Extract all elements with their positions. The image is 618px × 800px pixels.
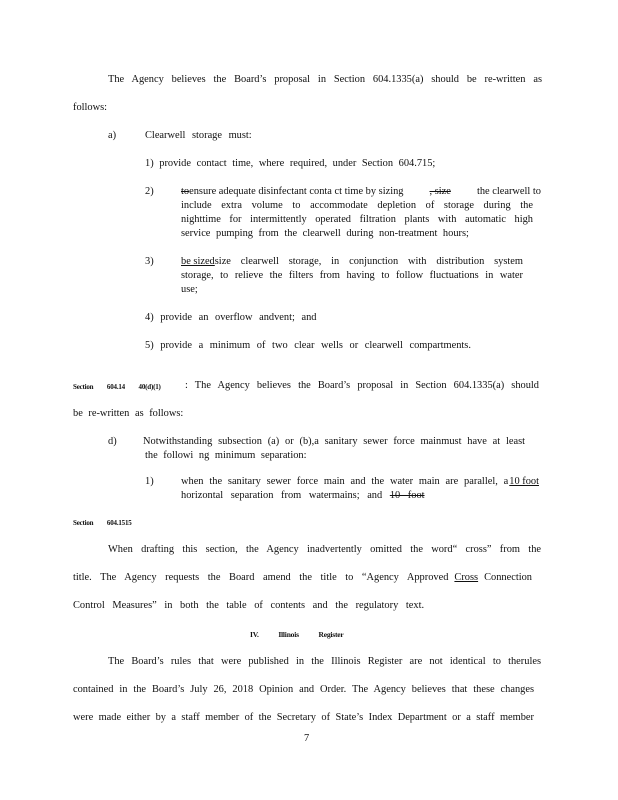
section-heading: Section 604.1515 xyxy=(73,519,132,527)
list-marker: 2) xyxy=(145,186,154,197)
text-run: horizontal separation from watermains; and xyxy=(181,490,383,501)
list-item: 4) provide an overflow andvent; and xyxy=(145,312,317,323)
paragraph-line xyxy=(73,572,532,584)
list-item-text: Clearwell storage must: xyxy=(145,130,252,141)
text-run: size clearwell storage, in conjunction with distribution system xyxy=(214,256,523,267)
list-item-line xyxy=(181,476,543,488)
list-item-line: include extra volume to accommodate depletion of storage during the xyxy=(181,200,533,211)
list-item: 5) provide a minimum of two clear wells or clearwell compartments. xyxy=(145,340,471,351)
list-item-line: storage, to relieve the filters from having to follow fluctuations in water xyxy=(181,270,523,281)
paragraph-line: The Agency believes the Board’s proposal in Section 604.1335(a) should be re-written as xyxy=(108,74,542,85)
page-number: 7 xyxy=(304,733,310,744)
paragraph-line: When drafting this section, the Agency inadvertently omitted the word“ cross” from the xyxy=(108,544,541,555)
underlined-text: Cross xyxy=(454,572,479,583)
list-item-line xyxy=(181,256,523,268)
list-item-line: nighttime for intermittently operated filtration plants with automatic high xyxy=(181,214,533,225)
paragraph-line: The Board’s rules that were published in the Illinois Register are not identical to therules xyxy=(108,656,541,667)
paragraph-line: : The Agency believes the Board’s proposal in Section 604.1335(a) should xyxy=(185,380,539,391)
struck-text: 10 foot xyxy=(389,490,425,501)
list-marker: 3) xyxy=(145,256,154,267)
list-marker: a) xyxy=(108,130,117,141)
list-item-line: the followi ng minimum separation: xyxy=(145,450,307,461)
text-run: title. The Agency requests the Board amend the title to “Agency Approved xyxy=(73,572,449,583)
text-run: ensure adequate disinfectant conta ct time by sizing xyxy=(189,186,404,197)
list-item-line: use; xyxy=(181,284,198,295)
list-item-line xyxy=(181,490,425,502)
paragraph-line: were made either by a staff member of the Secretary of State’s Index Department or a staff member xyxy=(73,712,534,723)
list-marker: 1) xyxy=(145,476,154,487)
text-run: when the sanitary sewer force main and the water main are parallel, a xyxy=(181,476,509,487)
text-run: Connection xyxy=(484,572,532,583)
struck-text: to xyxy=(181,186,190,197)
list-item-line xyxy=(181,186,541,198)
section-heading: IV. Illinois Register xyxy=(250,630,344,639)
text-run: the clearwell to xyxy=(476,186,541,197)
paragraph-line: contained in the Board’s July 26, 2018 Opinion and Order. The Agency believes that these changes xyxy=(73,684,534,695)
section-heading: Section 604.14 40(d)(1) xyxy=(73,383,161,391)
paragraph-line: follows: xyxy=(73,102,108,113)
list-item-line: service pumping from the clearwell during non-treatment hours; xyxy=(181,228,469,239)
struck-text: , size xyxy=(429,186,451,197)
list-item: 1) provide contact time, where required, under Section 604.715; xyxy=(145,158,436,169)
underlined-text: be sized xyxy=(181,256,215,267)
paragraph-line: be re-written as follows: xyxy=(73,408,184,419)
list-item-line: Notwithstanding subsection (a) or (b),a sanitary sewer force mainmust have at least xyxy=(143,436,525,447)
list-marker: d) xyxy=(108,436,117,447)
underlined-text: 10 foot xyxy=(509,476,539,487)
paragraph-line: Control Measures” in both the table of contents and the regulatory text. xyxy=(73,600,425,611)
